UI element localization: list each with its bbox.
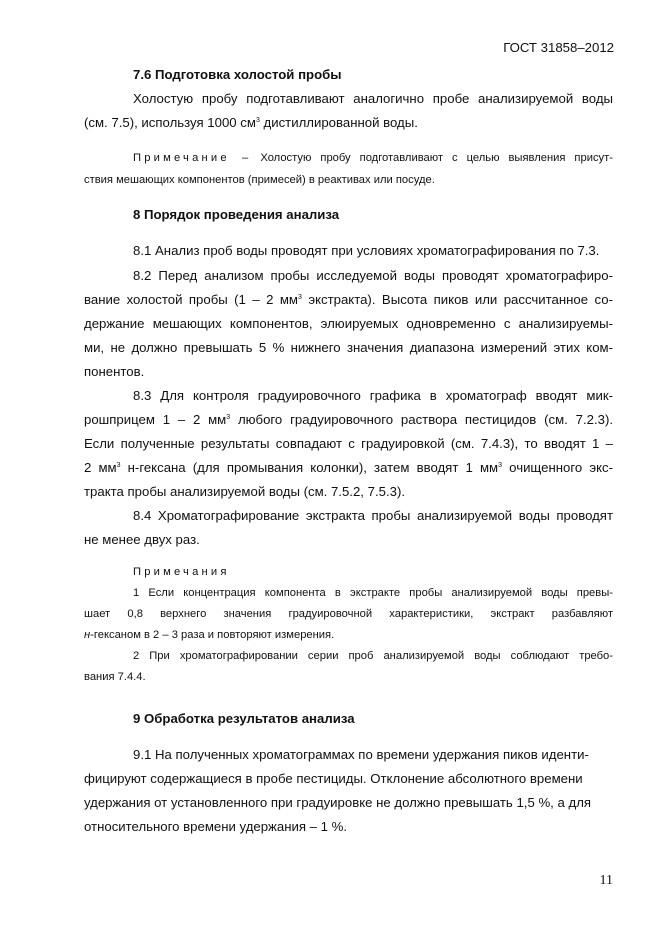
paragraph-line: тракта пробы анализируемой воды (см. 7.5.2, 7.5.3). [84,484,406,499]
paragraph-line: 9.1 На полученных хроматограммах по времени удержания пиков иденти- [133,747,589,762]
section-8-heading: 8 Порядок проведения анализа [133,207,340,222]
note-line: ствия мешающих компонентов (примесей) в реактивах или посуде. [84,174,435,186]
paragraph-line: фицируют содержащиеся в пробе пестициды. Отклонение абсолютного времени [84,771,583,786]
paragraph-line: 8.4 Хроматографирование экстракта пробы анализируемой воды проводят [133,508,613,523]
paragraph-line: не менее двух раз. [84,532,200,547]
note-line: 1 Если концентрация компонента в экстракте пробы анализируемой воды превы- [133,587,613,599]
paragraph-line: 8.1 Анализ проб воды проводят при условиях хроматографирования по 7.3. [133,243,600,258]
note-line: н-гексаном в 2 – 3 раза и повторяют измерения. [84,629,335,641]
paragraph-line: 2 $мм^3$ н-гексана (для промывания колонки), затем вводят 1 $мм^3$ очищенного экс- [84,460,613,475]
paragraph-line: (см. 7.5), используя 1000 $см^3$ дистиллированной воды. [84,115,418,130]
section-7-6-heading: 7.6 Подготовка холостой пробы [133,67,342,82]
paragraph-line: относительного времени удержания – 1 %. [84,819,348,834]
note-line: вания 7.4.4. [84,671,146,683]
paragraph-line: 8.2 Перед анализом пробы исследуемой воды проводят хроматографиро- [133,268,613,283]
note-line: Примечание – Холостую пробу подготавливают с целью выявления присут- [133,152,613,164]
note-line: шает 0,8 верхнего значения градуировочной характеристики, экстракт разбавляют [84,608,613,620]
notes-label: Примечания [133,566,230,578]
paragraph-line: Холостую пробу подготавливают аналогично пробе анализируемой воды [133,91,613,106]
page-number: 11 [599,873,613,888]
paragraph-line: удержания от установленного при градуировке не должно превышать 1,5 %, а для [84,795,592,810]
paragraph-line: держание мешающих компонентов, элюируемых одновременно с анализируемы- [84,316,613,331]
paragraph-line: ми, не должно превышать 5 % нижнего значения диапазона измерений этих ком- [84,340,613,355]
paragraph-line: понентов. [84,364,145,379]
note-line: 2 При хроматографировании серии проб анализируемой воды соблюдают требо- [133,650,613,662]
paragraph-line: рошприцем 1 – 2 $мм^3$ любого градуировочного раствора пестицидов (см. 7.2.3). [84,412,613,427]
section-9-heading: 9 Обработка результатов анализа [133,711,355,726]
paragraph-line: Если полученные результаты совпадают с градуировкой (см. 7.4.3), то вводят 1 – [84,436,613,451]
superscript: 3 [255,117,260,124]
paragraph-line: 8.3 Для контроля градуировочного графика в хроматограф вводят мик- [133,388,613,403]
paragraph-line: вание холостой пробы (1 – 2 $мм^3$ экстракта). Высота пиков или рассчитанное со- [84,292,613,307]
document-code-header: ГОСТ 31858–2012 [503,40,614,55]
note-label: Примечание – [133,152,252,164]
